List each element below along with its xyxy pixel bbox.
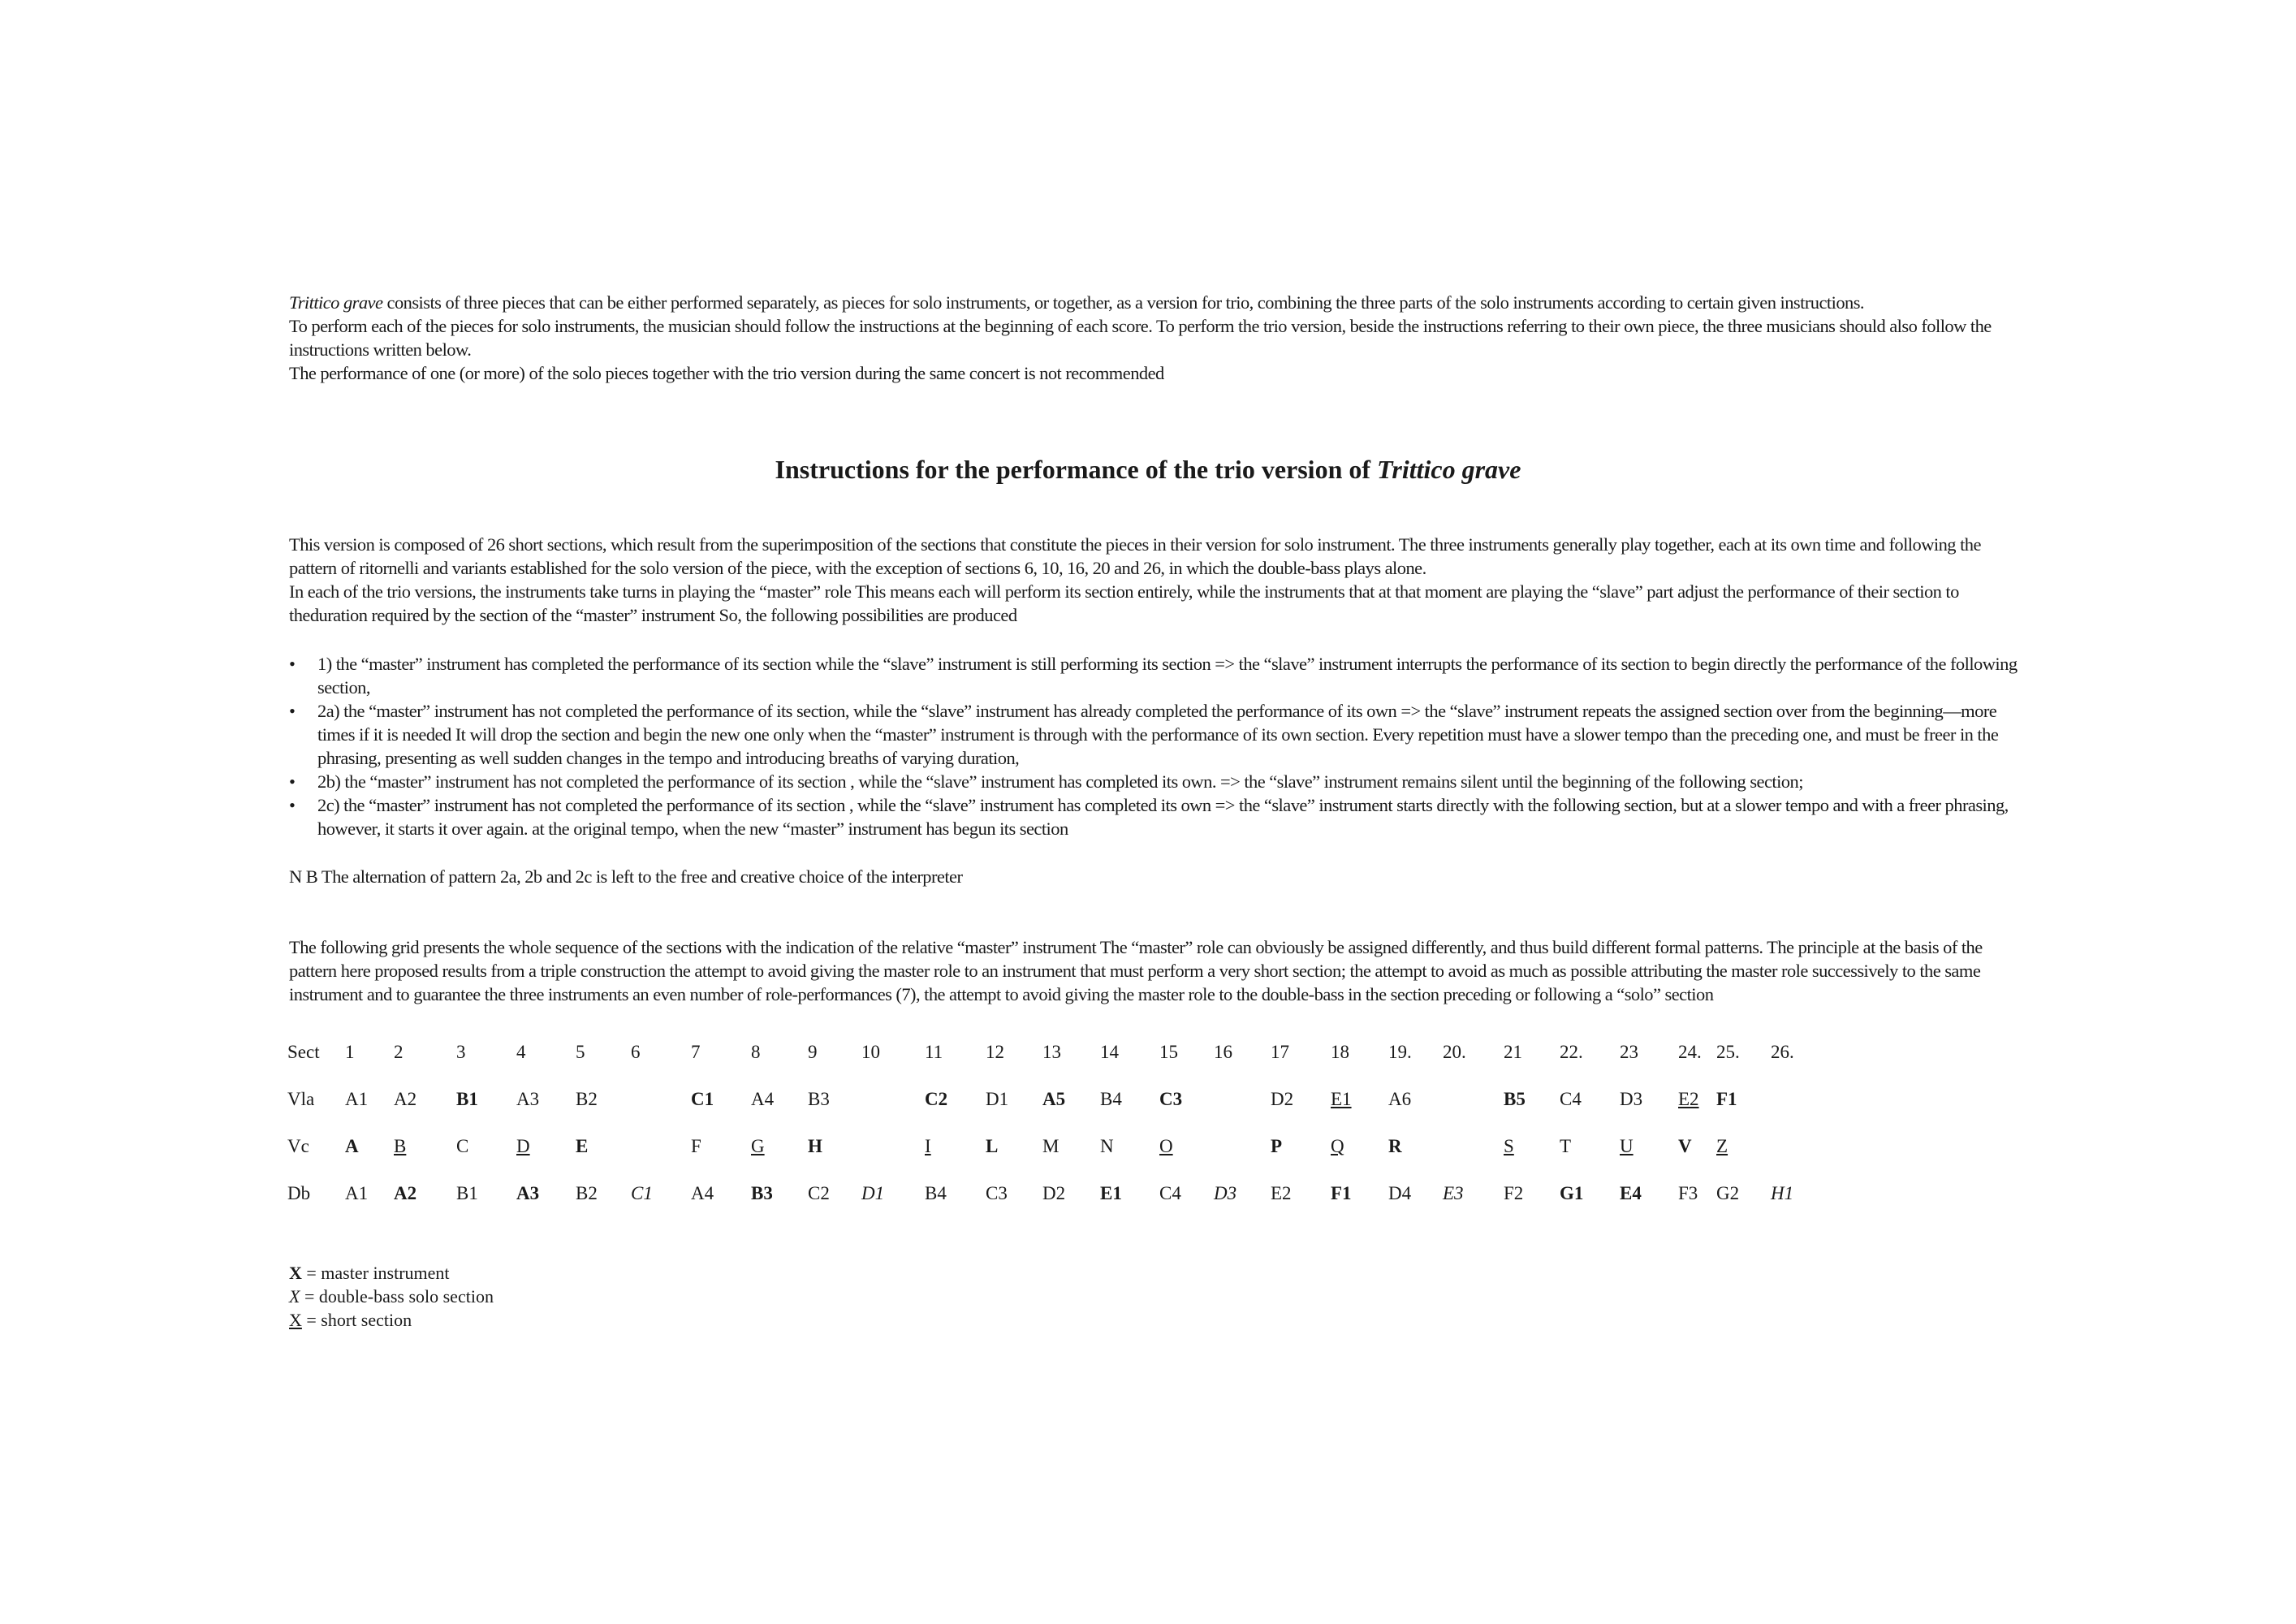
grid-cell: 15 — [1159, 1042, 1178, 1062]
grid-cell: A4 — [751, 1089, 775, 1109]
grid-cell: E1 — [1100, 1183, 1122, 1203]
intro-paragraph-1-text: consists of three pieces that can be either performed separately, as pieces for solo instruments, or together, as a version for trio, combining the three parts of the solo instruments according to certain given instructions. — [382, 292, 1864, 313]
bullet-item — [289, 699, 2026, 770]
grid-cell: A2 — [394, 1183, 417, 1203]
bullet-text: 2c) the “master” instrument has not completed the performance of its section , while the “slave” instrument has completed its own => the “slave” instrument starts directly with the following section, but at a slower tempo and with a freer phrasing, however, it starts it over again. at the original tempo, when the new “master” instrument has begun its section — [317, 795, 2009, 839]
page-heading — [0, 455, 2296, 485]
grid-cell: C1 — [691, 1089, 714, 1109]
legend-text: = double-bass solo section — [300, 1286, 494, 1307]
legend-item — [289, 1285, 494, 1308]
grid-cell: A6 — [1388, 1089, 1412, 1109]
intro-paragraph-2: To perform each of the pieces for solo instruments, the musician should follow the instructions at the beginning of each score. To perform the trio version, beside the instructions referring to their own piece, the three musicians should also follow the instructions written below. — [289, 316, 1992, 360]
legend-text: = short section — [301, 1310, 412, 1330]
grid-cell: H1 — [1771, 1183, 1794, 1203]
grid-cell: 4 — [516, 1042, 526, 1062]
grid-cell: 11 — [925, 1042, 943, 1062]
grid-cell: 14 — [1100, 1042, 1119, 1062]
bullet-item — [289, 652, 2026, 699]
legend — [289, 1261, 494, 1332]
nota-bene: N B The alternation of pattern 2a, 2b and 2c is left to the free and creative choice of the interpreter — [289, 866, 963, 887]
grid-cell: B1 — [456, 1089, 478, 1109]
grid-cell: C3 — [1159, 1089, 1183, 1109]
grid-cell: 2 — [394, 1042, 404, 1062]
bullet-text: 2a) the “master” instrument has not completed the performance of its section, while the “slave” instrument has already completed the performance of its own => the “slave” instrument repeats the assigned section over from the beginning—more times if it is needed It will drop the section and begin the new one only when the “master” instrument is through with the performance of its own section. Every repetition must have a slower tempo than the preceding one, and must be freer in the phrasing, presenting as well sudden changes in the tempo and introducing breaths of varying duration, — [317, 701, 1999, 768]
bullet-symbol: • — [289, 771, 296, 792]
intro-text — [289, 291, 2026, 385]
intro-paragraph-1 — [289, 291, 2026, 314]
legend-symbol: X — [289, 1263, 302, 1283]
grid-cell: L — [986, 1136, 999, 1156]
grid-cell: M — [1042, 1136, 1060, 1156]
grid-cell: A1 — [345, 1089, 369, 1109]
grid-cell: 8 — [751, 1042, 761, 1062]
grid-cell: B2 — [576, 1183, 598, 1203]
grid-cell: 16 — [1214, 1042, 1232, 1062]
bullet-symbol: • — [289, 795, 296, 815]
grid-row-label: Db — [287, 1183, 311, 1203]
legend-item — [289, 1261, 494, 1285]
grid-cell: C2 — [808, 1183, 830, 1203]
grid-cell: D3 — [1214, 1183, 1237, 1203]
grid-cell: C4 — [1159, 1183, 1181, 1203]
grid-cell: A5 — [1042, 1089, 1066, 1109]
grid-cell: U — [1620, 1136, 1634, 1156]
grid-cell: D2 — [1271, 1089, 1294, 1109]
grid-cell: 10 — [861, 1042, 880, 1062]
grid-cell: E4 — [1620, 1183, 1642, 1203]
grid-cell: 3 — [456, 1042, 466, 1062]
grid-cell: B — [394, 1136, 407, 1156]
bullet-symbol: • — [289, 701, 296, 721]
grid-cell: C3 — [986, 1183, 1008, 1203]
grid-cell: C1 — [631, 1183, 653, 1203]
grid-cell: D1 — [986, 1089, 1009, 1109]
grid-cell: B3 — [808, 1089, 830, 1109]
grid-cell: 13 — [1042, 1042, 1061, 1062]
grid-cell: S — [1504, 1136, 1514, 1156]
grid-cell: 26. — [1771, 1042, 1794, 1062]
grid-cell: F — [691, 1136, 701, 1156]
grid-cell: T — [1560, 1136, 1572, 1156]
grid-cell: V — [1678, 1136, 1692, 1156]
grid-cell: D1 — [861, 1183, 885, 1203]
bullet-symbol: • — [289, 654, 296, 674]
grid-cell: G1 — [1560, 1183, 1584, 1203]
grid-cell: G — [751, 1136, 765, 1156]
grid-cell: O — [1159, 1136, 1173, 1156]
grid-cell: C2 — [925, 1089, 948, 1109]
grid-cell: I — [925, 1136, 931, 1156]
grid-cell: P — [1271, 1136, 1283, 1156]
grid-cell: 1 — [345, 1042, 355, 1062]
grid-introduction: The following grid presents the whole sequence of the sections with the indication of the relative “master” instrument The “master” role can obviously be assigned differently, and thus build different formal patterns. The principle at the basis of the pattern here proposed results from a triple construction the attempt to avoid giving the master role to an instrument that must perform a very short section; the attempt to avoid as much as possible attributing the master role successively to the same instrument and to guarantee the three instruments an even number of role-performances (7), the attempt to avoid giving the master role to the double-bass in the section preceding or following a “solo” section — [289, 937, 1983, 1004]
grid-cell: E1 — [1331, 1089, 1352, 1109]
grid-row-label: Vla — [287, 1089, 315, 1109]
description-text — [289, 533, 2026, 627]
bullet-item — [289, 770, 2026, 793]
bullet-list — [289, 652, 2026, 840]
grid-cell: N — [1100, 1136, 1114, 1156]
grid-cell: A3 — [516, 1089, 540, 1109]
grid-cell: 25. — [1716, 1042, 1740, 1062]
grid-cell: 23 — [1620, 1042, 1638, 1062]
legend-item — [289, 1308, 494, 1332]
grid-cell: Q — [1331, 1136, 1344, 1156]
grid-cell: 12 — [986, 1042, 1004, 1062]
bullet-item — [289, 793, 2026, 840]
heading-text: Instructions for the performance of the trio version of — [775, 455, 1378, 484]
grid-cell: D4 — [1388, 1183, 1412, 1203]
grid-cell: 17 — [1271, 1042, 1289, 1062]
piece-title: Trittico grave — [289, 292, 383, 313]
grid-cell: 6 — [631, 1042, 641, 1062]
grid-cell: 5 — [576, 1042, 585, 1062]
legend-text: = master instrument — [301, 1263, 450, 1283]
grid-cell: C — [456, 1136, 469, 1156]
description-paragraph-2: In each of the trio versions, the instruments take turns in playing the “master” role This means each will perform its section entirely, while the instruments that at that moment are playing the “slave” part adjust the performance of their section to theduration required by the section of the “master” instrument So, the following possibilities are produced — [289, 581, 1959, 625]
grid-cell: B4 — [1100, 1089, 1122, 1109]
intro-paragraph-3: The performance of one (or more) of the solo pieces together with the trio version during the same concert is not recommended — [289, 363, 1164, 383]
grid-cell: B5 — [1504, 1089, 1526, 1109]
grid-cell: 18 — [1331, 1042, 1349, 1062]
grid-cell: 20. — [1443, 1042, 1466, 1062]
grid-cell: 21 — [1504, 1042, 1522, 1062]
grid-cell: A4 — [691, 1183, 714, 1203]
bullet-text: 2b) the “master” instrument has not completed the performance of its section , while the “slave” instrument has completed its own. => the “slave” instrument remains silent until the beginning of the following section; — [317, 771, 1803, 792]
legend-symbol: X — [289, 1286, 300, 1307]
grid-cell: E2 — [1271, 1183, 1292, 1203]
grid-cell: 9 — [808, 1042, 818, 1062]
grid-cell: Z — [1716, 1136, 1728, 1156]
grid-cell: C4 — [1560, 1089, 1582, 1109]
grid-cell: 19. — [1388, 1042, 1412, 1062]
grid-cell: H — [808, 1136, 822, 1156]
grid-cell: A1 — [345, 1183, 369, 1203]
grid-cell: G2 — [1716, 1183, 1740, 1203]
grid-cell: F2 — [1504, 1183, 1524, 1203]
grid-cell: B3 — [751, 1183, 773, 1203]
grid-row-label: Sect — [287, 1042, 320, 1062]
grid-cell: 7 — [691, 1042, 701, 1062]
description-paragraph-1: This version is composed of 26 short sections, which result from the superimposition of the sections that constitute the pieces in their version for solo instrument. The three instruments generally play together, each at its own time and following the pattern of ritornelli and variants established for the solo version of the piece, with the exception of sections 6, 10, 16, 20 and 26, in which the double-bass plays alone. — [289, 534, 1981, 578]
possibilities-list — [289, 652, 2026, 840]
heading-italic-title: Trittico grave — [1377, 455, 1521, 484]
grid-cell: A — [345, 1136, 359, 1156]
grid-cell: R — [1388, 1136, 1402, 1156]
grid-cell: 22. — [1560, 1042, 1583, 1062]
grid-cell: F3 — [1678, 1183, 1698, 1203]
grid-cell: D2 — [1042, 1183, 1066, 1203]
grid-cell: B1 — [456, 1183, 478, 1203]
grid-cell: B4 — [925, 1183, 947, 1203]
grid-cell: 24. — [1678, 1042, 1702, 1062]
grid-cell: A3 — [516, 1183, 540, 1203]
grid-cell: D — [516, 1136, 530, 1156]
grid-cell: E3 — [1443, 1183, 1464, 1203]
grid-row-label: Vc — [287, 1136, 309, 1156]
grid-cell: F1 — [1331, 1183, 1352, 1203]
grid-cell: E — [576, 1136, 589, 1156]
grid-cell: F1 — [1716, 1089, 1737, 1109]
grid-cell: B2 — [576, 1089, 598, 1109]
bullet-text: 1) the “master” instrument has completed the performance of its section while the “slave” instrument is still performing its section => the “slave” instrument interrupts the performance of its section to begin directly the performance of the following section, — [317, 654, 2018, 698]
legend-symbol: X — [289, 1310, 302, 1330]
grid-cell: D3 — [1620, 1089, 1643, 1109]
grid-cell: A2 — [394, 1089, 417, 1109]
grid-cell: E2 — [1678, 1089, 1699, 1109]
